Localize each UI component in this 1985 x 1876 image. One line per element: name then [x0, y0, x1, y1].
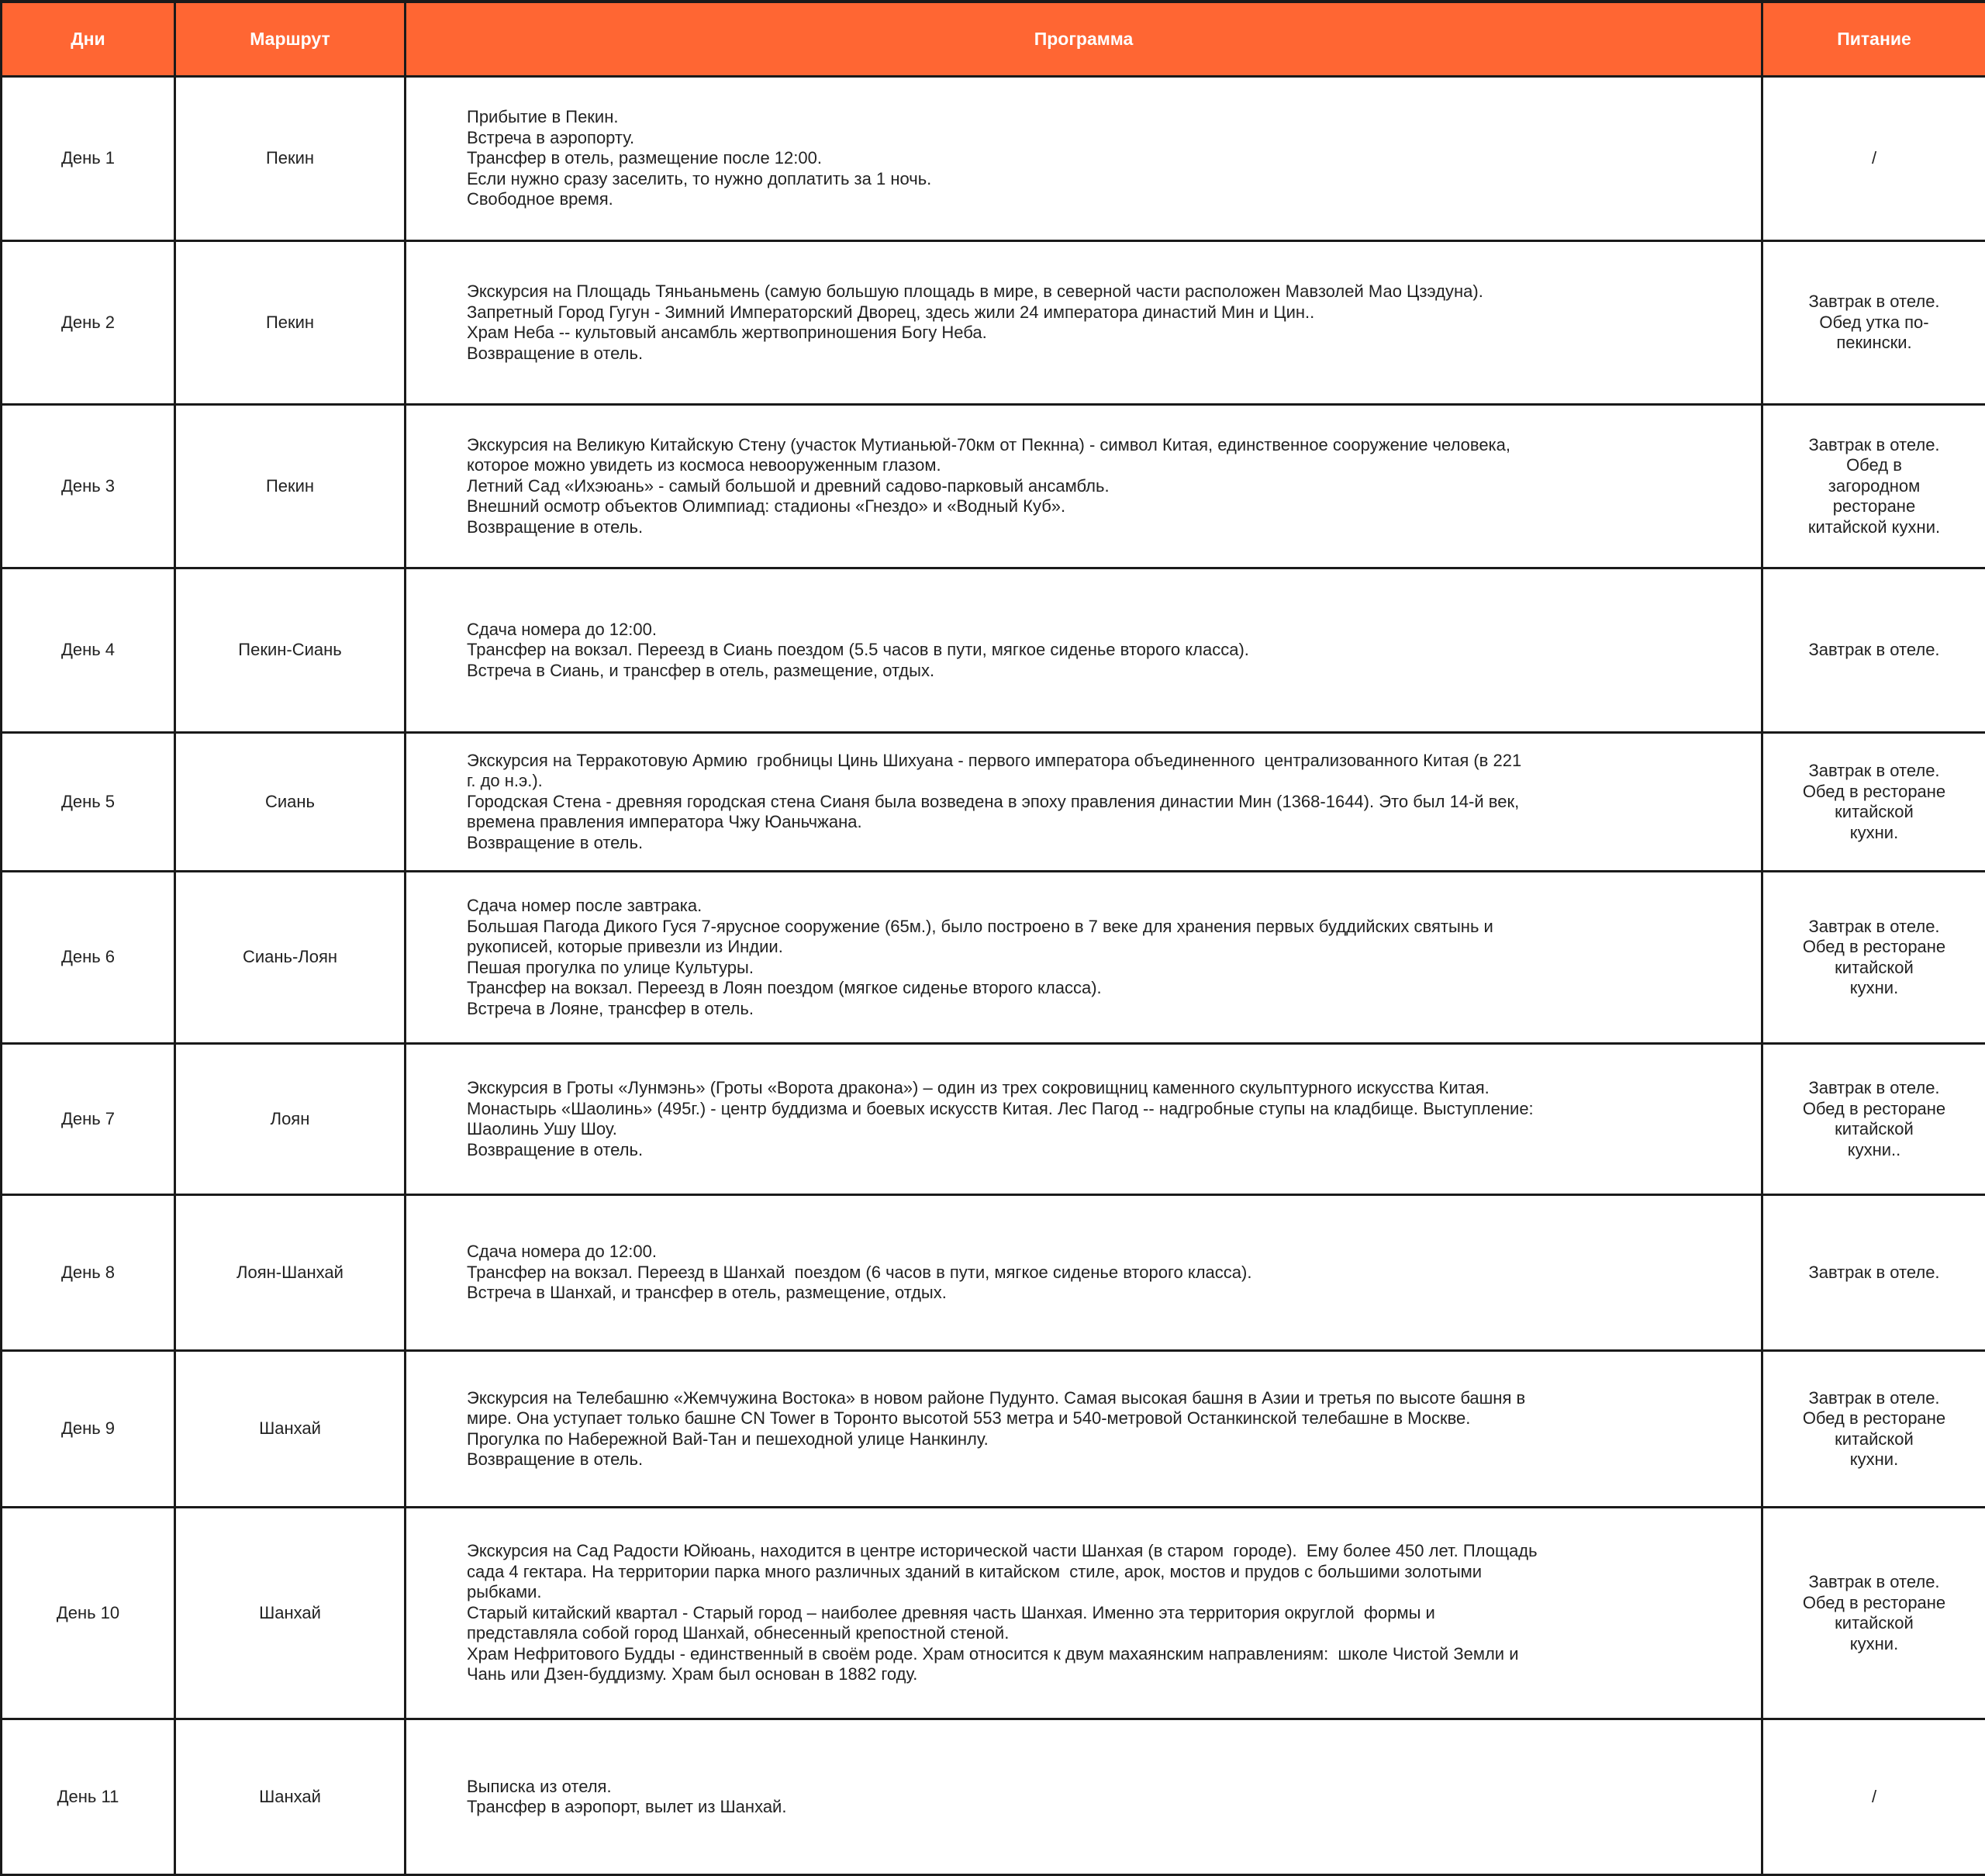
program-cell — [406, 1508, 1762, 1719]
program-line: Экскурсия в Гроты «Лунмэнь» (Гроты «Ворота дракона») – один из трех сокровищниц каменного скульптурного искусства Китая. — [467, 1078, 1730, 1099]
meals-line: китайской — [1774, 958, 1974, 979]
program-line: Экскурсия на Сад Радости Юйюань, находится в центре исторической части Шанхая (в старом городе). Ему более 450 лет. Площадь — [467, 1541, 1730, 1562]
day-cell: День 11 — [2, 1719, 175, 1875]
program-cell — [406, 241, 1762, 405]
meals-line: Обед в — [1774, 455, 1974, 476]
program-line: Старый китайский квартал - Старый город – наиболее древняя часть Шанхая. Именно эта территория округлой формы и — [467, 1603, 1730, 1624]
table-body — [2, 77, 1985, 1875]
program-line: Сдача номера до 12:00. — [467, 1242, 1730, 1263]
program-line: Трансфер на вокзал. Переезд в Сиань поездом (5.5 часов в пути, мягкое сиденье второго класса). — [467, 640, 1730, 661]
meals-line: ресторане — [1774, 496, 1974, 517]
header-days: Дни — [2, 2, 175, 77]
day-cell: День 8 — [2, 1195, 175, 1351]
header-row — [2, 2, 1985, 77]
program-line: Сдача номер после завтрака. — [467, 896, 1730, 917]
meals-cell — [1762, 733, 1985, 872]
route-cell: Пекин-Сиань — [175, 568, 406, 733]
program-line: представляла собой город Шанхай, обнесенный крепостной стеной. — [467, 1623, 1730, 1644]
program-line: Храм Неба -- культовый ансамбль жертвоприношения Богу Неба. — [467, 323, 1730, 344]
meals-line: Завтрак в отеле. — [1774, 917, 1974, 938]
program-line: Экскурсия на Терракотовую Армию гробницы Цинь Шихуана - первого императора объединенного централизованного Китая (в 221 — [467, 751, 1730, 772]
program-line: Встреча в Сиань, и трансфер в отель, размещение, отдых. — [467, 661, 1730, 682]
program-line: времена правления императора Чжу Юаньчжана. — [467, 812, 1730, 833]
program-line: Возвращение в отель. — [467, 833, 1730, 854]
program-line: Прибытие в Пекин. — [467, 107, 1730, 128]
program-line: Чань или Дзен-буддизму. Храм был основан в 1882 году. — [467, 1664, 1730, 1685]
day-cell: День 6 — [2, 872, 175, 1044]
table-row — [2, 568, 1985, 733]
program-line: Встреча в аэропорту. — [467, 128, 1730, 149]
meals-line: пекински. — [1774, 333, 1974, 354]
table-row — [2, 1508, 1985, 1719]
meals-cell — [1762, 1719, 1985, 1875]
table-row — [2, 1351, 1985, 1508]
program-cell — [406, 872, 1762, 1044]
meals-cell — [1762, 1195, 1985, 1351]
table-row — [2, 872, 1985, 1044]
route-cell: Лоян — [175, 1044, 406, 1195]
program-line: сада 4 гектара. На территории парка много различных зданий в китайском стиле, арок, мостов и прудов с большими золотыми — [467, 1562, 1730, 1583]
program-cell — [406, 405, 1762, 568]
meals-line: / — [1774, 148, 1974, 169]
program-line: Городская Стена - древняя городская стена Сианя была возведена в эпоху правления династии Мин (1368-1644). Это был 14-й век, — [467, 792, 1730, 813]
table-row — [2, 1195, 1985, 1351]
table-row — [2, 1719, 1985, 1875]
meals-cell — [1762, 405, 1985, 568]
table-row — [2, 241, 1985, 405]
program-line: мире. Она уступает только башне CN Tower в Торонто высотой 553 метра и 540-метровой Останкинской телебашне в Москве. — [467, 1408, 1730, 1429]
program-line: Летний Сад «Ихэюань» - самый большой и древний садово-парковый ансамбль. — [467, 476, 1730, 497]
meals-line: Завтрак в отеле. — [1774, 1388, 1974, 1409]
program-cell — [406, 77, 1762, 241]
meals-line: загородном — [1774, 476, 1974, 497]
program-line: Трансфер в аэропорт, вылет из Шанхай. — [467, 1797, 1730, 1818]
meals-line: китайской — [1774, 1613, 1974, 1634]
meals-line: Обед в ресторане — [1774, 1593, 1974, 1614]
table-row — [2, 1044, 1985, 1195]
program-cell — [406, 1719, 1762, 1875]
program-line: рыбками. — [467, 1582, 1730, 1603]
program-cell — [406, 1044, 1762, 1195]
header-meals: Питание — [1762, 2, 1985, 77]
program-cell — [406, 568, 1762, 733]
meals-line: Завтрак в отеле. — [1774, 435, 1974, 456]
meals-line: китайской — [1774, 1119, 1974, 1140]
meals-line: Обед в ресторане — [1774, 1408, 1974, 1429]
route-cell: Пекин — [175, 405, 406, 568]
day-cell: День 9 — [2, 1351, 175, 1508]
meals-line: кухни. — [1774, 978, 1974, 999]
program-line: Встреча в Лояне, трансфер в отель. — [467, 999, 1730, 1020]
day-cell: День 1 — [2, 77, 175, 241]
program-cell — [406, 733, 1762, 872]
route-cell: Шанхай — [175, 1719, 406, 1875]
meals-line: Обед в ресторане — [1774, 782, 1974, 803]
meals-line: Обед в ресторане — [1774, 1099, 1974, 1120]
program-line: Шаолинь Ушу Шоу. — [467, 1119, 1730, 1140]
program-line: Запретный Город Гугун - Зимний Императорский Дворец, здесь жили 24 императора династий Мин и Цин.. — [467, 302, 1730, 323]
program-line: Возвращение в отель. — [467, 1140, 1730, 1161]
program-line: Возвращение в отель. — [467, 1449, 1730, 1470]
route-cell: Пекин — [175, 77, 406, 241]
table-row — [2, 77, 1985, 241]
program-line: Внешний осмотр объектов Олимпиад: стадионы «Гнездо» и «Водный Куб». — [467, 496, 1730, 517]
meals-cell — [1762, 872, 1985, 1044]
meals-line: Завтрак в отеле. — [1774, 761, 1974, 782]
table-row — [2, 405, 1985, 568]
program-line: Если нужно сразу заселить, то нужно доплатить за 1 ночь. — [467, 169, 1730, 190]
meals-cell — [1762, 241, 1985, 405]
meals-line: Завтрак в отеле. — [1774, 1078, 1974, 1099]
table-header — [2, 2, 1985, 77]
day-cell: День 7 — [2, 1044, 175, 1195]
meals-cell — [1762, 77, 1985, 241]
route-cell: Сиань-Лоян — [175, 872, 406, 1044]
program-cell — [406, 1195, 1762, 1351]
program-line: Трансфер на вокзал. Переезд в Лоян поездом (мягкое сиденье второго класса). — [467, 978, 1730, 999]
meals-line: китайской — [1774, 1429, 1974, 1450]
meals-line: кухни. — [1774, 823, 1974, 844]
day-cell: День 10 — [2, 1508, 175, 1719]
program-line: Пешая прогулка по улице Культуры. — [467, 958, 1730, 979]
day-cell: День 4 — [2, 568, 175, 733]
meals-line: Завтрак в отеле. — [1774, 640, 1974, 661]
meals-line: Завтрак в отеле. — [1774, 1572, 1974, 1593]
program-line: рукописей, которые привезли из Индии. — [467, 937, 1730, 958]
day-cell: День 3 — [2, 405, 175, 568]
meals-line: китайской — [1774, 802, 1974, 823]
meals-cell — [1762, 568, 1985, 733]
header-program: Программа — [406, 2, 1762, 77]
route-cell: Сиань — [175, 733, 406, 872]
meals-line: Завтрак в отеле. — [1774, 292, 1974, 313]
route-cell: Шанхай — [175, 1508, 406, 1719]
program-line: г. до н.э.). — [467, 771, 1730, 792]
meals-line: кухни. — [1774, 1634, 1974, 1655]
meals-line: китайской кухни. — [1774, 517, 1974, 538]
program-line: Возвращение в отель. — [467, 517, 1730, 538]
program-line: Экскурсия на Площадь Тяньаньмень (самую большую площадь в мире, в северной части расположен Мавзолей Мао Цзэдуна). — [467, 282, 1730, 302]
program-line: Прогулка по Набережной Вай-Тан и пешеходной улице Нанкинлу. — [467, 1429, 1730, 1450]
meals-cell — [1762, 1508, 1985, 1719]
program-line: Выписка из отеля. — [467, 1777, 1730, 1798]
day-cell: День 2 — [2, 241, 175, 405]
program-line: Храм Нефритового Будды - единственный в своём роде. Храм относится к двум махаянским направлениям: школе Чистой Земли и — [467, 1644, 1730, 1665]
meals-line: / — [1774, 1787, 1974, 1808]
route-cell: Шанхай — [175, 1351, 406, 1508]
program-line: Встреча в Шанхай, и трансфер в отель, размещение, отдых. — [467, 1283, 1730, 1304]
program-line: Большая Пагода Дикого Гуся 7-ярусное сооружение (65м.), было построено в 7 веке для хранения первых буддийских святынь и — [467, 917, 1730, 938]
meals-line: Обед утка по- — [1774, 313, 1974, 333]
program-line: Экскурсия на Великую Китайскую Стену (участок Мутианьюй-70км от Пекнна) - символ Китая, единственное сооружение человека, — [467, 435, 1730, 456]
program-cell — [406, 1351, 1762, 1508]
program-line: Монастырь «Шаолинь» (495г.) - центр буддизма и боевых искусств Китая. Лес Пагод -- надгробные ступы на кладбище. Выступление: — [467, 1099, 1730, 1120]
day-cell: День 5 — [2, 733, 175, 872]
program-line: Возвращение в отель. — [467, 344, 1730, 364]
meals-line: Завтрак в отеле. — [1774, 1263, 1974, 1283]
program-line: Свободное время. — [467, 189, 1730, 210]
meals-cell — [1762, 1044, 1985, 1195]
route-cell: Лоян-Шанхай — [175, 1195, 406, 1351]
program-line: Трансфер на вокзал. Переезд в Шанхай поездом (6 часов в пути, мягкое сиденье второго класса). — [467, 1263, 1730, 1283]
program-line: Экскурсия на Телебашню «Жемчужина Востока» в новом районе Пудунто. Самая высокая башня в Азии и третья по высоте башня в — [467, 1388, 1730, 1409]
meals-line: кухни. — [1774, 1449, 1974, 1470]
program-line: которое можно увидеть из космоса невооруженным глазом. — [467, 455, 1730, 476]
table-row — [2, 733, 1985, 872]
meals-cell — [1762, 1351, 1985, 1508]
program-line: Сдача номера до 12:00. — [467, 620, 1730, 641]
header-route: Маршрут — [175, 2, 406, 77]
meals-line: Обед в ресторане — [1774, 937, 1974, 958]
program-line: Трансфер в отель, размещение после 12:00. — [467, 148, 1730, 169]
meals-line: кухни.. — [1774, 1140, 1974, 1161]
route-cell: Пекин — [175, 241, 406, 405]
